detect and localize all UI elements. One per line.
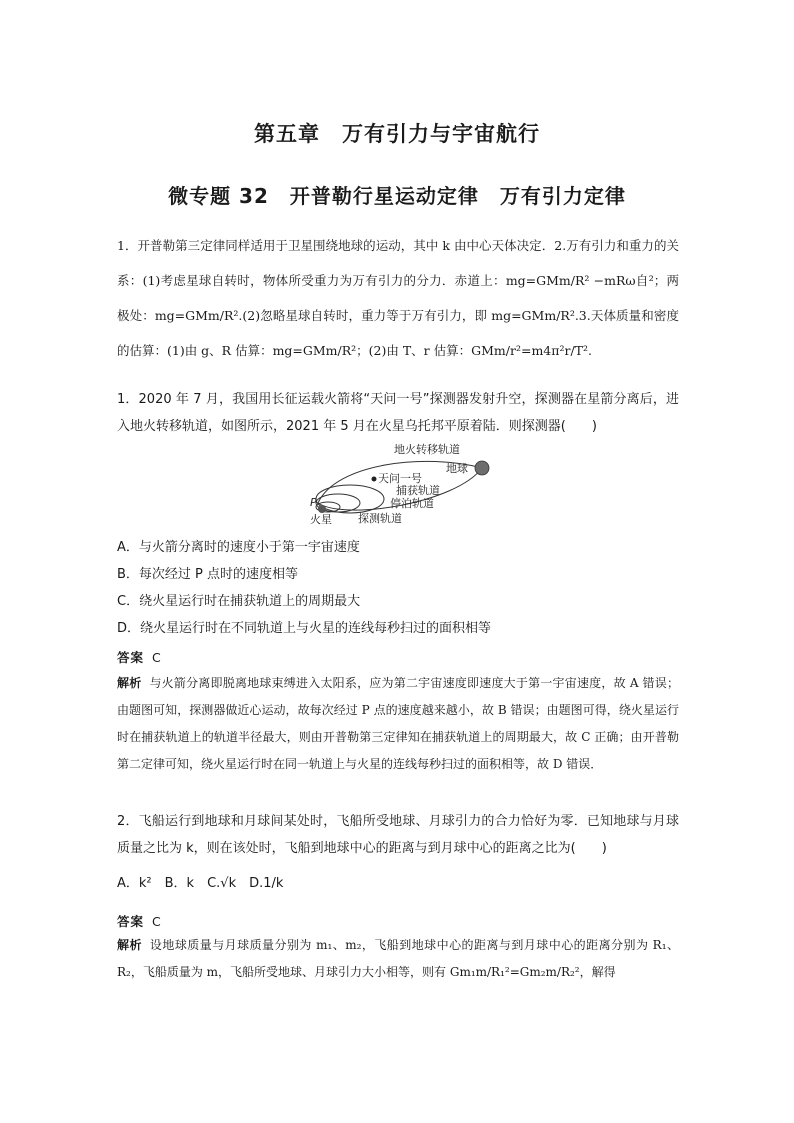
q2-analysis-text: 设地球质量与月球质量分别为 m₁、m₂，飞船到地球中心的距离与到月球中心的距离分别为 R₁、R₂，飞船质量为 m，飞船所受地球、月球引力大小相等，则有 Gm₁m/R₁²=Gm₂m/R₂²，解得	[117, 938, 679, 979]
chapter-title: 第五章 万有引力与宇宙航行	[254, 122, 540, 146]
mars-body	[318, 505, 326, 513]
q1-answer-value: C	[152, 650, 162, 665]
probe-marker	[372, 477, 377, 482]
label-earth: 地球	[446, 462, 468, 475]
question-1-stem: 1．2020 年 7 月，我国用长征运载火箭将“天问一号”探测器发射升空，探测器在星箭分离后，进入地火转移轨道，如图所示，2021 年 5 月在火星乌托邦平原着陆．则探测器( )	[117, 392, 679, 434]
capture-orbit-path	[316, 485, 384, 513]
q1-option-c: C．绕火星运行时在捕获轨道上的周期最大	[117, 594, 361, 609]
label-parking-orbit: 停泊轨道	[390, 497, 434, 510]
q1-analysis	[117, 670, 679, 778]
q2-answer-label: 答案	[117, 914, 145, 929]
question-2-stem: 2．飞船运行到地球和月球间某处时，飞船所受地球、月球引力的合力恰好为零．已知地球与月球质量之比为 k，则在该处时，飞船到地球中心的距离与到月球中心的距离之比为( )	[117, 814, 679, 856]
q1-answer	[117, 648, 162, 666]
label-probe: 天问一号	[378, 472, 422, 485]
q2-answer	[117, 912, 162, 930]
label-capture-orbit: 捕获轨道	[396, 484, 440, 497]
q2-analysis	[117, 932, 679, 986]
q1-answer-label: 答案	[117, 650, 145, 665]
q1-option-d: D．绕火星运行时在不同轨道上与火星的连线每秒扫过的面积相等	[117, 621, 492, 636]
q2-options: A．k² B．k C.√k D.1/k	[117, 876, 284, 891]
summary-paragraph: 1．开普勒第三定律同样适用于卫星围绕地球的运动，其中 k 由中心天体决定．2.万有引力和重力的关系：(1)考虑星球自转时，物体所受重力为万有引力的分力．赤道上：mg=GMm/R² −mRω自²；两极处：mg=GMm/R².(2)忽略星球自转时，重力等于万有引力，即 mg=GMm/R².3.天体质量和密度的估算：(1)由 g、R 估算：mg=GMm/R²；(2)由 T、r 估算：GMm/r²=m4π²r/T².	[117, 238, 679, 358]
q2-answer-value: C	[152, 914, 162, 929]
label-detect-orbit: 探测轨道	[358, 512, 402, 525]
q2-analysis-label: 解析	[117, 938, 142, 952]
label-point-p: P	[310, 496, 317, 509]
label-transfer-orbit: 地火转移轨道	[394, 443, 460, 456]
q1-option-b: B．每次经过 P 点时的速度相等	[117, 567, 299, 582]
q1-analysis-text: 与火箭分离即脱离地球束缚进入太阳系，应为第二宇宙速度即速度大于第一宇宙速度，故 A 错误；由题图可知，探测器做近心运动，故每次经过 P 点的速度越来越小，故 B 错误；由题图可得，绕火星运行时在捕获轨道上的轨道半径最大，则由开普勒第三定律知在捕获轨道上的周期最大，故 C 正确；由开普勒第二定律可知，绕火星运行时在同一轨道上与火星的连线每秒扫过的面积相等，故 D 错误．	[117, 676, 679, 771]
label-mars: 火星	[310, 513, 332, 526]
earth-body	[475, 461, 489, 475]
topic-title: 微专题 32 开普勒行星运动定律 万有引力定律	[168, 184, 626, 208]
q1-option-a: A．与火箭分离时的速度小于第一宇宙速度	[117, 540, 360, 555]
orbit-diagram	[306, 443, 496, 531]
q1-analysis-label: 解析	[117, 676, 142, 690]
